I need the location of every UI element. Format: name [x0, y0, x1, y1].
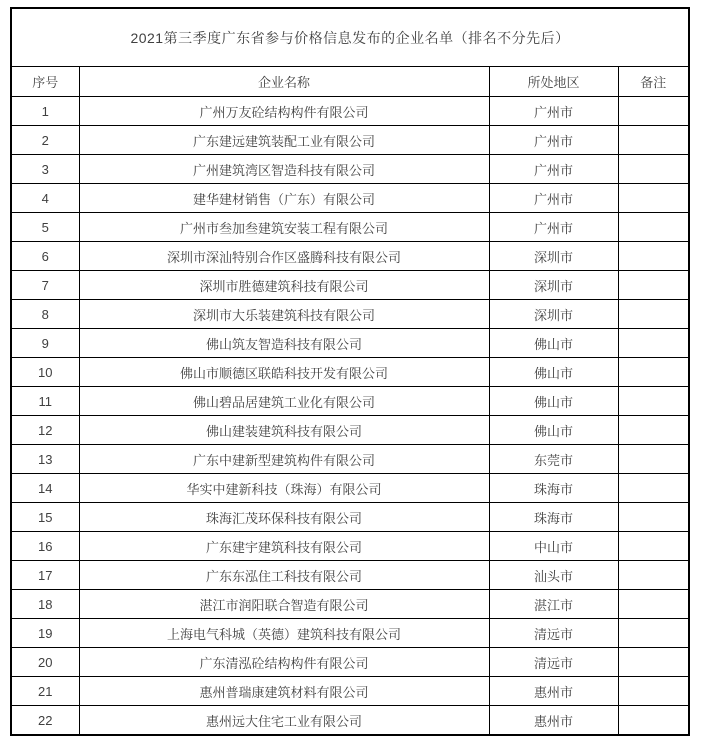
row-number-cell: 22 [11, 706, 79, 736]
remark-cell [618, 590, 689, 619]
column-header-remark: 备注 [618, 67, 689, 97]
remark-cell [618, 706, 689, 736]
row-number-cell: 10 [11, 358, 79, 387]
table-row [11, 416, 689, 445]
region-cell: 广州市 [489, 213, 618, 242]
region-cell: 广州市 [489, 126, 618, 155]
table-body [11, 97, 689, 736]
row-number-cell: 11 [11, 387, 79, 416]
region-cell: 中山市 [489, 532, 618, 561]
region-cell: 深圳市 [489, 300, 618, 329]
row-number-cell: 3 [11, 155, 79, 184]
company-name-cell: 上海电气科城（英德）建筑科技有限公司 [79, 619, 489, 648]
company-list-table [10, 7, 690, 736]
row-number-cell: 14 [11, 474, 79, 503]
table-row [11, 155, 689, 184]
region-cell: 湛江市 [489, 590, 618, 619]
company-name-cell: 广东建远建筑装配工业有限公司 [79, 126, 489, 155]
row-number-cell: 19 [11, 619, 79, 648]
company-name-cell: 佛山筑友智造科技有限公司 [79, 329, 489, 358]
region-cell: 汕头市 [489, 561, 618, 590]
region-cell: 广州市 [489, 184, 618, 213]
row-number-cell: 4 [11, 184, 79, 213]
row-number-cell: 2 [11, 126, 79, 155]
table-row [11, 329, 689, 358]
region-cell: 惠州市 [489, 706, 618, 736]
table-row [11, 126, 689, 155]
table-row [11, 561, 689, 590]
row-number-cell: 12 [11, 416, 79, 445]
company-name-cell: 深圳市胜德建筑科技有限公司 [79, 271, 489, 300]
row-number-cell: 13 [11, 445, 79, 474]
row-number-cell: 16 [11, 532, 79, 561]
company-name-cell: 广州市叁加叁建筑安装工程有限公司 [79, 213, 489, 242]
remark-cell [618, 619, 689, 648]
row-number-cell: 7 [11, 271, 79, 300]
region-cell: 佛山市 [489, 358, 618, 387]
company-name-cell: 深圳市大乐装建筑科技有限公司 [79, 300, 489, 329]
remark-cell [618, 126, 689, 155]
company-name-cell: 广东中建新型建筑构件有限公司 [79, 445, 489, 474]
table-row [11, 358, 689, 387]
company-name-cell: 广东东泓住工科技有限公司 [79, 561, 489, 590]
row-number-cell: 20 [11, 648, 79, 677]
table-row [11, 97, 689, 126]
remark-cell [618, 416, 689, 445]
region-cell: 佛山市 [489, 387, 618, 416]
remark-cell [618, 271, 689, 300]
region-cell: 广州市 [489, 155, 618, 184]
remark-cell [618, 503, 689, 532]
table-title-row [11, 8, 689, 67]
region-cell: 清远市 [489, 648, 618, 677]
company-name-cell: 惠州远大住宅工业有限公司 [79, 706, 489, 736]
region-cell: 珠海市 [489, 503, 618, 532]
company-name-cell: 珠海汇茂环保科技有限公司 [79, 503, 489, 532]
table-row [11, 503, 689, 532]
company-name-cell: 佛山建装建筑科技有限公司 [79, 416, 489, 445]
company-name-cell: 华实中建新科技（珠海）有限公司 [79, 474, 489, 503]
region-cell: 珠海市 [489, 474, 618, 503]
row-number-cell: 6 [11, 242, 79, 271]
row-number-cell: 21 [11, 677, 79, 706]
table-header-row [11, 67, 689, 97]
row-number-cell: 5 [11, 213, 79, 242]
row-number-cell: 17 [11, 561, 79, 590]
region-cell: 东莞市 [489, 445, 618, 474]
company-name-cell: 广州万友砼结构构件有限公司 [79, 97, 489, 126]
region-cell: 惠州市 [489, 677, 618, 706]
remark-cell [618, 242, 689, 271]
region-cell: 佛山市 [489, 416, 618, 445]
company-name-cell: 湛江市润阳联合智造有限公司 [79, 590, 489, 619]
remark-cell [618, 184, 689, 213]
table-row [11, 474, 689, 503]
table-row [11, 706, 689, 736]
region-cell: 深圳市 [489, 242, 618, 271]
region-cell: 广州市 [489, 97, 618, 126]
table-row [11, 300, 689, 329]
company-name-cell: 广州建筑湾区智造科技有限公司 [79, 155, 489, 184]
company-name-cell: 深圳市深汕特别合作区盛腾科技有限公司 [79, 242, 489, 271]
row-number-cell: 18 [11, 590, 79, 619]
table-row [11, 387, 689, 416]
remark-cell [618, 97, 689, 126]
table-row [11, 619, 689, 648]
company-name-cell: 惠州普瑞康建筑材料有限公司 [79, 677, 489, 706]
table-row [11, 184, 689, 213]
company-name-cell: 佛山碧品居建筑工业化有限公司 [79, 387, 489, 416]
company-name-cell: 广东清泓砼结构构件有限公司 [79, 648, 489, 677]
remark-cell [618, 329, 689, 358]
table-row [11, 648, 689, 677]
table-title: 2021第三季度广东省参与价格信息发布的企业名单（排名不分先后） [11, 8, 689, 67]
remark-cell [618, 677, 689, 706]
remark-cell [618, 561, 689, 590]
remark-cell [618, 387, 689, 416]
remark-cell [618, 213, 689, 242]
remark-cell [618, 474, 689, 503]
remark-cell [618, 445, 689, 474]
table-row [11, 445, 689, 474]
table-row [11, 590, 689, 619]
region-cell: 清远市 [489, 619, 618, 648]
row-number-cell: 1 [11, 97, 79, 126]
table-row [11, 242, 689, 271]
table-row [11, 271, 689, 300]
table-row [11, 213, 689, 242]
table-row [11, 532, 689, 561]
remark-cell [618, 532, 689, 561]
row-number-cell: 8 [11, 300, 79, 329]
column-header-region: 所处地区 [489, 67, 618, 97]
row-number-cell: 15 [11, 503, 79, 532]
row-number-cell: 9 [11, 329, 79, 358]
company-name-cell: 广东建宇建筑科技有限公司 [79, 532, 489, 561]
column-header-no: 序号 [11, 67, 79, 97]
region-cell: 深圳市 [489, 271, 618, 300]
remark-cell [618, 358, 689, 387]
remark-cell [618, 155, 689, 184]
company-name-cell: 建华建材销售（广东）有限公司 [79, 184, 489, 213]
region-cell: 佛山市 [489, 329, 618, 358]
remark-cell [618, 300, 689, 329]
company-name-cell: 佛山市顺德区联皓科技开发有限公司 [79, 358, 489, 387]
column-header-company-name: 企业名称 [79, 67, 489, 97]
table-row [11, 677, 689, 706]
remark-cell [618, 648, 689, 677]
